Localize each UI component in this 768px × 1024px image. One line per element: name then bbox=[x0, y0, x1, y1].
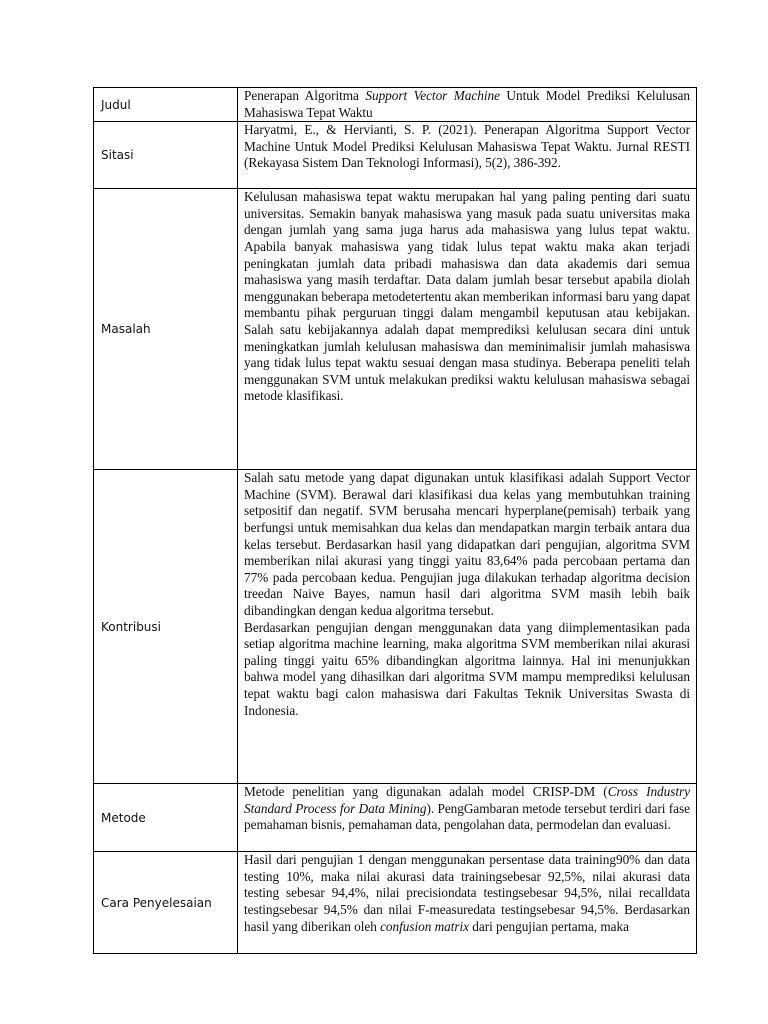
text-run: Penerapan Algoritma bbox=[244, 88, 366, 103]
text-run: Kelulusan mahasiswa tepat waktu merupakan hal yang paling penting dari suatu universitas. Semakin banyak mahasiswa yang masuk pada suatu universitas maka dengan jumlah yang sama juga harus ada mahasiswa yang lulus tepat waktu. Apabila banyak mahasiswa yang tidak lulus tepat waktu maka akan terjadi peningkatan jumlah data pribadi mahasiswa dan data akademis dari semua mahasiswa yang masih terdaftar. Data dalam jumlah besar tersebut apabila diolah menggunakan beberapa metodetertentu akan memberikan informasi baru yang dapat membantu pihak perguruan tinggi dalam mengambil keputusan atau kebijakan. Salah satu kebijakannya adalah dapat memprediksi kelulusan secara dini untuk meningkatkan jumlah kelulusan mahasiswa dan meminimalisir jumlah mahasiswa yang tidak lulus tepat waktu sesuai dengan masa studinya. Beberapa peneliti telah menggunakan SVM untuk melakukan prediksi waktu kelulusan mahasiswa sebagai metode klasifikasi. bbox=[244, 189, 690, 404]
cara-penyelesaian-text bbox=[244, 852, 690, 935]
journal-review-table bbox=[93, 87, 697, 954]
judul-text bbox=[244, 88, 690, 121]
text-run: Haryatmi, E., & Hervianti, S. P. (2021). Penerapan Algoritma Support Vector Machine Untuk Model Prediksi Kelulusan Mahasiswa Tepat Waktu. Jurnal RESTI (Rekayasa Sistem Dan Teknologi Informasi), 5(2), 386-392. bbox=[244, 122, 690, 171]
content-kontribusi bbox=[238, 470, 697, 784]
row-kontribusi bbox=[94, 470, 697, 784]
kontribusi-paragraph-2: Berdasarkan pengujian dengan menggunakan data yang diimplementasikan pada setiap algoritma machine learning, maka algoritma SVM memberikan nilai akurasi paling tinggi yaitu 65% dibandingkan algoritma lainnya. Hal ini menunjukkan bahwa model yang dihasilkan dari algoritma SVM mampu memprediksi kelulusan tepat waktu bagi calon mahasiswa dari Fakultas Teknik Universitas Swasta di Indonesia. bbox=[244, 619, 690, 718]
row-sitasi bbox=[94, 122, 697, 189]
content-metode bbox=[238, 784, 697, 852]
label-masalah: Masalah bbox=[94, 189, 238, 470]
sitasi-text bbox=[244, 122, 690, 172]
label-cara-penyelesaian: Cara Penyelesaian bbox=[94, 852, 238, 954]
content-cara-penyelesaian bbox=[238, 852, 697, 954]
text-run: dari pengujian pertama, maka bbox=[469, 918, 629, 934]
label-kontribusi: Kontribusi bbox=[94, 470, 238, 784]
italic-run: Cross Industry Standard Process for Data Mining bbox=[244, 784, 691, 816]
content-masalah bbox=[238, 189, 697, 470]
text-run: Hasil dari pengujian 1 dengan menggunakan persentase data training90% dan data testing 10%, maka nilai akurasi data trainingsebesar 92,5%, nilai akurasi data testing sebesar 94,4%, nilai precisiondata testingsebesar 94,5%, nilai recalldata testingsebesar 94,5% dan nilai F-measuredata testingsebesar 94,5%. Berdasarkan hasil yang diberikan oleh bbox=[244, 852, 690, 934]
metode-text bbox=[244, 784, 690, 834]
row-cara-penyelesaian bbox=[94, 852, 697, 954]
text-run: ). PengGambaran metode tersebut terdiri dari fase pemahaman bisnis, pemahaman data, pengolahan data, permodelan dan evaluasi. bbox=[244, 800, 691, 833]
italic-run: Support Vector Machine bbox=[365, 88, 500, 103]
kontribusi-paragraph-1: Salah satu metode yang dapat digunakan untuk klasifikasi adalah Support Vector Machine (SVM). Berawal dari klasifikasi dua kelas yang membutuhkan training setpositif dan negatif. SVM berusaha mencari hyperplane(pemisah) terbaik yang berfungsi untuk memisahkan dua kelas dan mendapatkan margin terbaik antara dua kelas tersebut. Berdasarkan hasil yang didapatkan dari pengujian, algoritma SVM memberikan nilai akurasi yang tinggi yaitu 83,64% pada percobaan pertama dan 77% pada percobaan kedua. Pengujian juga dilakukan terhadap algoritma decision treedan Naive Bayes, namun hasil dari algoritma SVM masih lebih baik dibandingkan dengan kedua algoritma tersebut. bbox=[244, 470, 690, 618]
masalah-text bbox=[244, 189, 690, 405]
label-metode: Metode bbox=[94, 784, 238, 852]
label-judul: Judul bbox=[94, 88, 238, 122]
label-sitasi: Sitasi bbox=[94, 122, 238, 189]
content-sitasi bbox=[238, 122, 697, 189]
text-run: Metode penelitian yang digunakan adalah model CRISP-DM ( bbox=[244, 784, 608, 800]
row-metode bbox=[94, 784, 697, 852]
row-judul bbox=[94, 88, 697, 122]
content-judul bbox=[238, 88, 697, 122]
text-run: Untuk Model Prediksi Kelulusan Mahasiswa Tepat Waktu bbox=[244, 88, 690, 120]
italic-run: confusion matrix bbox=[380, 918, 470, 934]
row-masalah bbox=[94, 189, 697, 470]
